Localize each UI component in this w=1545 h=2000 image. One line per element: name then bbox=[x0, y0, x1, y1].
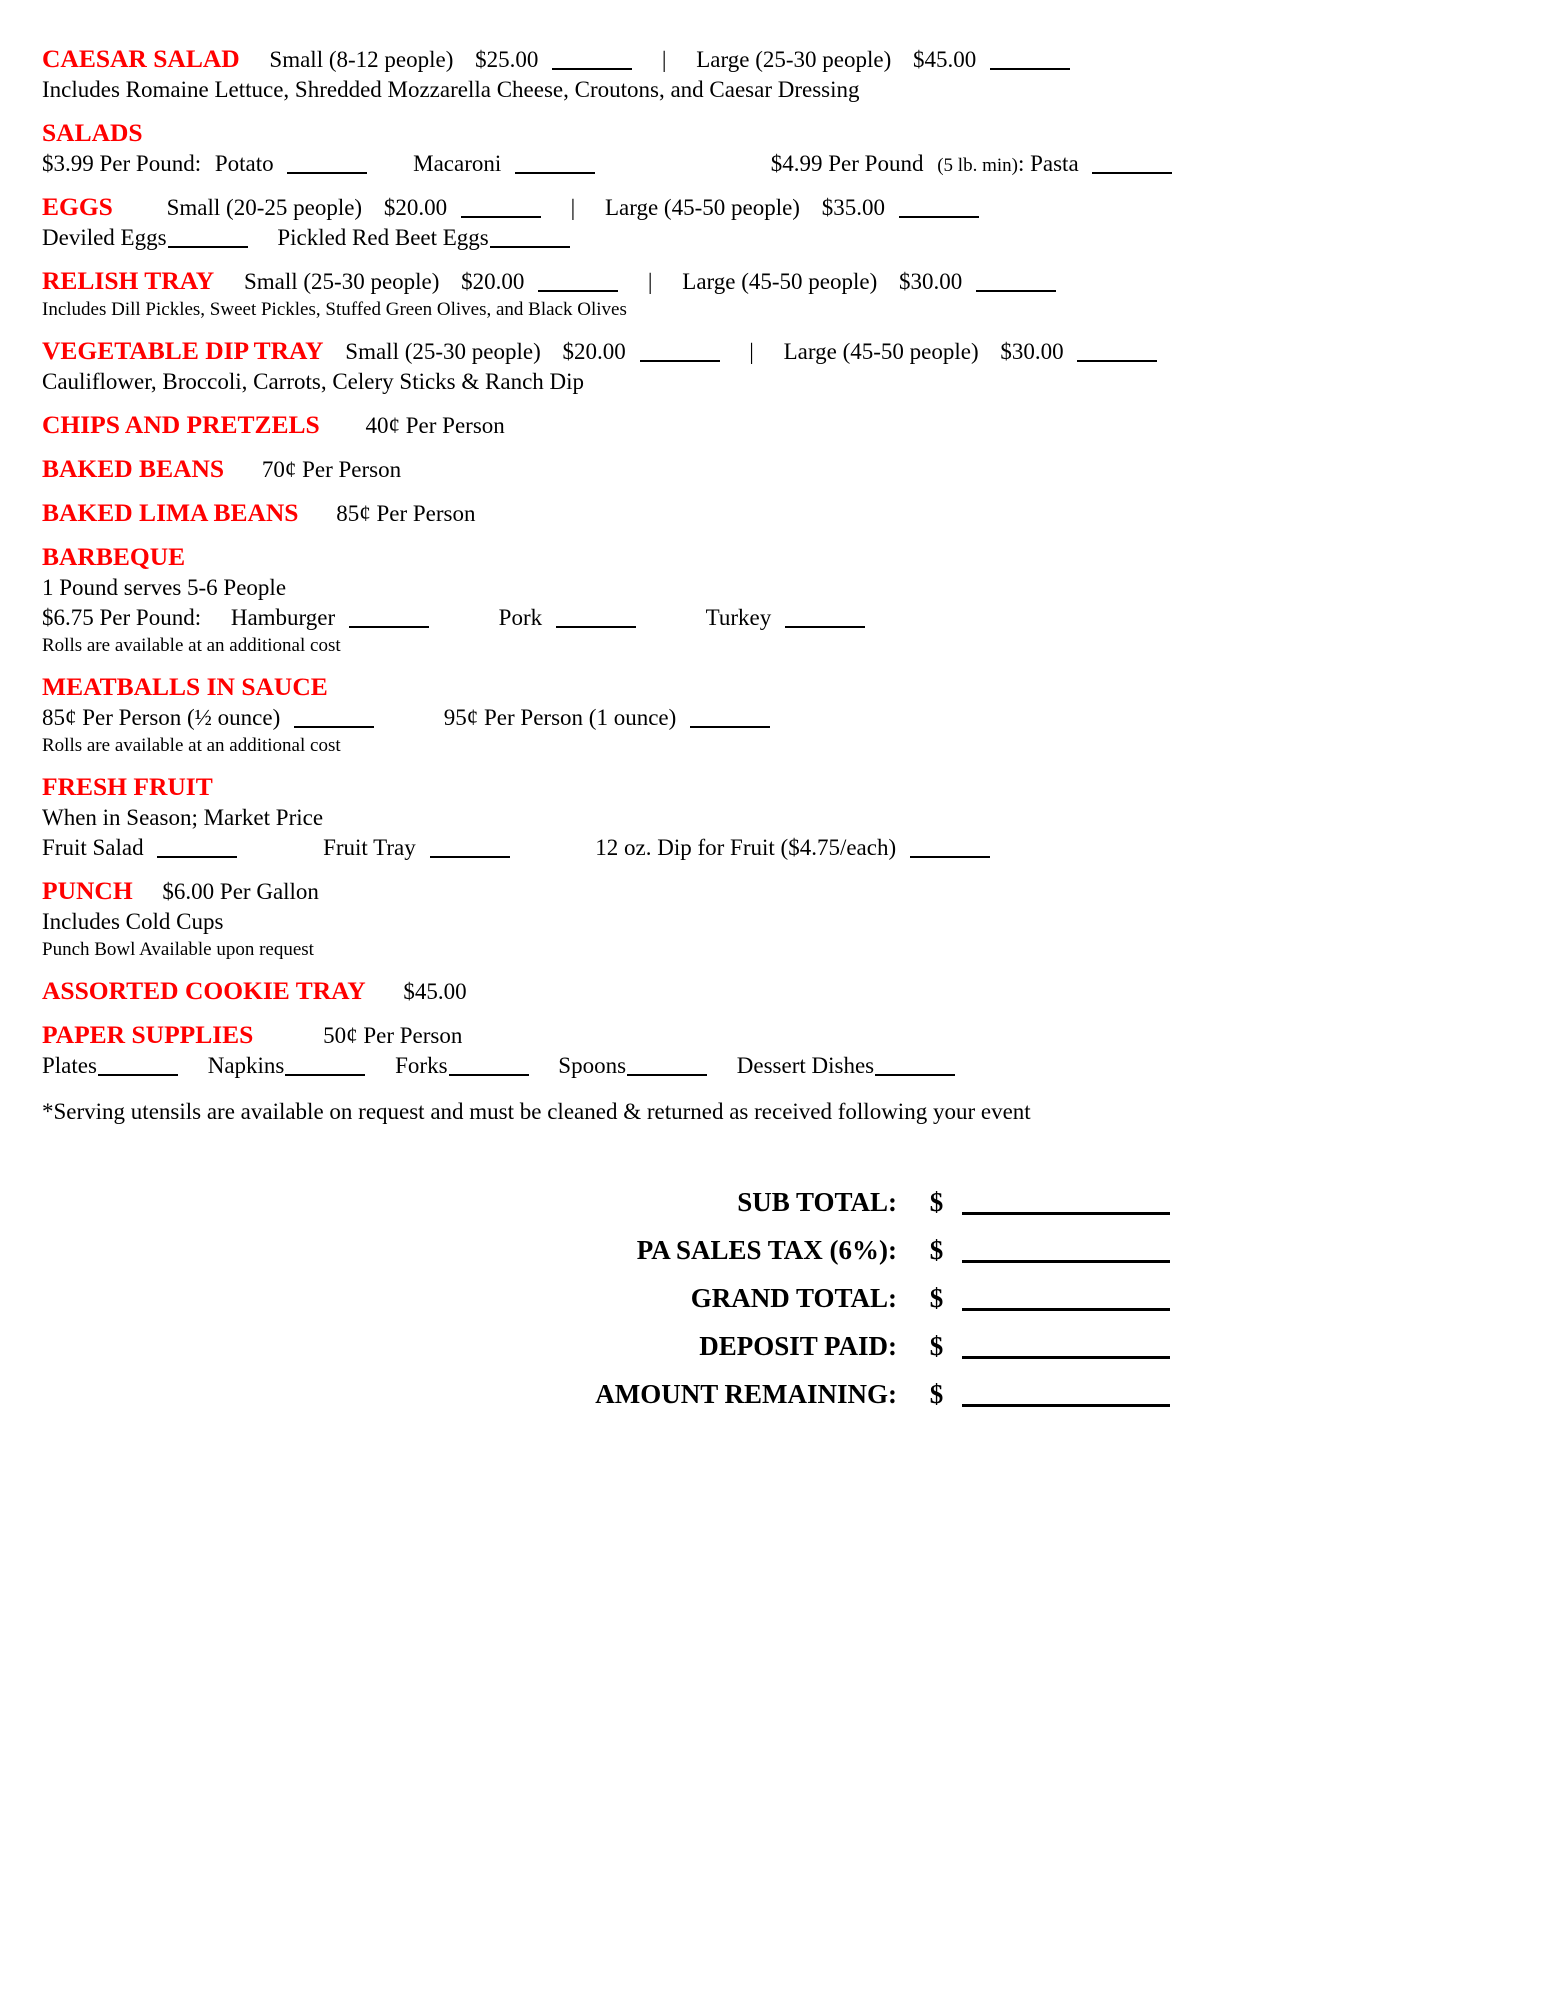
barbeque-title: BARBEQUE bbox=[42, 542, 186, 571]
spoons-label: Spoons bbox=[558, 1053, 627, 1078]
meatballs-title: MEATBALLS IN SAUCE bbox=[42, 672, 328, 701]
salads-section bbox=[42, 118, 1505, 179]
barbeque-section bbox=[42, 542, 1505, 659]
plates-qty-blank[interactable] bbox=[98, 1074, 178, 1076]
eggs-large-price: $35.00 bbox=[821, 195, 885, 220]
eggs-small-price: $20.00 bbox=[383, 195, 448, 220]
fruit-salad-label: Fruit Salad bbox=[42, 835, 144, 860]
sales-tax-currency-symbol: $ bbox=[929, 1235, 944, 1265]
chips-line bbox=[42, 410, 1505, 441]
vegdip-large-label: Large (45-50 people) bbox=[783, 339, 979, 364]
napkins-qty-blank[interactable] bbox=[285, 1074, 365, 1076]
caesar-large-label: Large (25-30 people) bbox=[696, 47, 892, 72]
relish-large-label: Large (45-50 people) bbox=[682, 269, 878, 294]
totals-block bbox=[42, 1185, 1170, 1411]
amount-remaining-amount-blank[interactable] bbox=[962, 1404, 1170, 1407]
caesar-description: Includes Romaine Lettuce, Shredded Mozzarella Cheese, Croutons, and Caesar Dressing bbox=[42, 77, 860, 102]
relish-tray-title: RELISH TRAY bbox=[42, 266, 215, 295]
sales-tax-amount-blank[interactable] bbox=[962, 1260, 1170, 1263]
relish-description: Includes Dill Pickles, Sweet Pickles, Stuffed Green Olives, and Black Olives bbox=[42, 299, 627, 320]
vegdip-small-price: $20.00 bbox=[562, 339, 626, 364]
vegdip-large-price: $30.00 bbox=[1000, 339, 1064, 364]
spoons-qty-blank[interactable] bbox=[627, 1074, 707, 1076]
hamburger-qty-blank[interactable] bbox=[349, 626, 429, 628]
relish-tray-line bbox=[42, 266, 1505, 297]
punch-title: PUNCH bbox=[42, 876, 133, 905]
dessert-dishes-label: Dessert Dishes bbox=[736, 1053, 875, 1078]
subtotal-amount-blank[interactable] bbox=[962, 1212, 1170, 1215]
chips-and-pretzels-section bbox=[42, 410, 1505, 441]
deposit-paid-currency-symbol: $ bbox=[929, 1331, 944, 1361]
barbeque-title-line bbox=[42, 542, 1505, 573]
forks-label: Forks bbox=[395, 1053, 448, 1078]
fruit-dip-qty-blank[interactable] bbox=[910, 856, 990, 858]
pork-label: Pork bbox=[498, 605, 543, 630]
meatballs-title-line bbox=[42, 672, 1505, 703]
meatballs-section bbox=[42, 672, 1505, 759]
plates-label: Plates bbox=[42, 1053, 97, 1078]
baked-lima-beans-section bbox=[42, 498, 1505, 529]
salads-price2: $4.99 Per Pound bbox=[770, 151, 924, 176]
pickled-eggs-qty-blank[interactable] bbox=[490, 246, 570, 248]
sales-tax-row bbox=[42, 1233, 1170, 1267]
salads-items-line bbox=[42, 149, 1505, 179]
caesar-salad-section bbox=[42, 44, 1505, 105]
divider: | bbox=[749, 339, 754, 364]
fruit-tray-label: Fruit Tray bbox=[323, 835, 416, 860]
baked-lima-beans-line bbox=[42, 498, 1505, 529]
fresh-fruit-season-note: When in Season; Market Price bbox=[42, 805, 324, 830]
vegetable-dip-description: Cauliflower, Broccoli, Carrots, Celery Sticks & Ranch Dip bbox=[42, 369, 585, 394]
vegdip-small-qty-blank[interactable] bbox=[640, 360, 720, 362]
grand-total-amount-blank[interactable] bbox=[962, 1308, 1170, 1311]
vegetable-dip-title: VEGETABLE DIP TRAY bbox=[42, 336, 324, 365]
deviled-eggs-qty-blank[interactable] bbox=[168, 246, 248, 248]
baked-beans-price: 70¢ Per Person bbox=[261, 457, 402, 482]
divider: | bbox=[647, 269, 653, 294]
fruit-tray-qty-blank[interactable] bbox=[430, 856, 510, 858]
turkey-qty-blank[interactable] bbox=[785, 626, 865, 628]
divider: | bbox=[661, 47, 667, 72]
caesar-small-label: Small (8-12 people) bbox=[269, 47, 454, 72]
forks-qty-blank[interactable] bbox=[449, 1074, 529, 1076]
grand-total-label: GRAND TOTAL: bbox=[690, 1283, 897, 1313]
punch-bowl-note: Punch Bowl Available upon request bbox=[42, 939, 314, 960]
relish-tray-section bbox=[42, 266, 1505, 323]
vegdip-large-qty-blank[interactable] bbox=[1077, 360, 1157, 362]
punch-price: $6.00 Per Gallon bbox=[162, 879, 319, 904]
pork-qty-blank[interactable] bbox=[556, 626, 636, 628]
cookie-tray-price: $45.00 bbox=[403, 979, 467, 1004]
caesar-large-qty-blank[interactable] bbox=[990, 68, 1070, 70]
pasta-label: : Pasta bbox=[1017, 151, 1079, 176]
deviled-eggs-label: Deviled Eggs bbox=[42, 225, 167, 250]
fresh-fruit-section bbox=[42, 772, 1505, 863]
relish-large-price: $30.00 bbox=[899, 269, 963, 294]
cookie-tray-title: ASSORTED COOKIE TRAY bbox=[42, 976, 366, 1005]
eggs-small-label: Small (20-25 people) bbox=[166, 195, 363, 220]
potato-label: Potato bbox=[214, 151, 274, 176]
eggs-large-qty-blank[interactable] bbox=[899, 216, 979, 218]
relish-small-label: Small (25-30 people) bbox=[243, 269, 440, 294]
punch-line bbox=[42, 876, 1505, 907]
baked-lima-beans-price: 85¢ Per Person bbox=[336, 501, 476, 526]
barbeque-rolls-note: Rolls are available at an additional cost bbox=[42, 635, 341, 656]
fresh-fruit-title-line bbox=[42, 772, 1505, 803]
fresh-fruit-title: FRESH FRUIT bbox=[42, 772, 213, 801]
fruit-salad-qty-blank[interactable] bbox=[157, 856, 237, 858]
eggs-small-qty-blank[interactable] bbox=[461, 216, 541, 218]
relish-small-qty-blank[interactable] bbox=[538, 290, 618, 292]
turkey-label: Turkey bbox=[705, 605, 772, 630]
caesar-small-qty-blank[interactable] bbox=[552, 68, 632, 70]
vegetable-dip-tray-section bbox=[42, 336, 1505, 397]
grand-total-currency-symbol: $ bbox=[929, 1283, 944, 1313]
caesar-small-price: $25.00 bbox=[475, 47, 539, 72]
chips-price: 40¢ Per Person bbox=[365, 413, 505, 438]
caesar-salad-title: CAESAR SALAD bbox=[42, 44, 240, 73]
pasta-qty-blank[interactable] bbox=[1092, 172, 1172, 174]
deposit-paid-row bbox=[42, 1329, 1170, 1363]
subtotal-label: SUB TOTAL: bbox=[737, 1187, 897, 1217]
paper-supplies-section bbox=[42, 1020, 1505, 1081]
salads-price1: $3.99 Per Pound: bbox=[42, 151, 202, 176]
amount-remaining-currency-symbol: $ bbox=[929, 1379, 944, 1409]
punch-section bbox=[42, 876, 1505, 963]
fresh-fruit-items-line bbox=[42, 833, 1505, 863]
caesar-large-price: $45.00 bbox=[913, 47, 977, 72]
vegetable-dip-line bbox=[42, 336, 1505, 367]
amount-remaining-label: AMOUNT REMAINING: bbox=[595, 1379, 897, 1409]
deposit-paid-label: DEPOSIT PAID: bbox=[699, 1331, 897, 1361]
macaroni-qty-blank[interactable] bbox=[515, 172, 595, 174]
hamburger-label: Hamburger bbox=[230, 605, 336, 630]
baked-beans-title: BAKED BEANS bbox=[42, 454, 225, 483]
paper-supplies-items-line bbox=[42, 1051, 1505, 1081]
caesar-salad-line bbox=[42, 44, 1505, 75]
eggs-line bbox=[42, 192, 1505, 223]
meatballs-half-ounce-label: 85¢ Per Person (½ ounce) bbox=[42, 705, 281, 730]
baked-beans-section bbox=[42, 454, 1505, 485]
barbeque-price: $6.75 Per Pound: bbox=[42, 605, 202, 630]
meatballs-one-ounce-label: 95¢ Per Person (1 ounce) bbox=[443, 705, 677, 730]
subtotal-currency-symbol: $ bbox=[929, 1187, 944, 1217]
relish-small-price: $20.00 bbox=[461, 269, 525, 294]
cookie-tray-line bbox=[42, 976, 1505, 1007]
dessert-dishes-qty-blank[interactable] bbox=[875, 1074, 955, 1076]
punch-cups-note: Includes Cold Cups bbox=[42, 909, 224, 934]
potato-qty-blank[interactable] bbox=[287, 172, 367, 174]
sales-tax-label: PA SALES TAX (6%): bbox=[636, 1235, 897, 1265]
meatballs-half-ounce-qty-blank[interactable] bbox=[294, 726, 374, 728]
serving-utensils-footnote: *Serving utensils are available on request and must be cleaned & returned as received following your event bbox=[42, 1099, 1031, 1124]
relish-large-qty-blank[interactable] bbox=[976, 290, 1056, 292]
paper-supplies-title: PAPER SUPPLIES bbox=[42, 1020, 254, 1049]
divider: | bbox=[570, 195, 576, 220]
napkins-label: Napkins bbox=[207, 1053, 285, 1078]
eggs-large-label: Large (45-50 people) bbox=[604, 195, 800, 220]
amount-remaining-row bbox=[42, 1377, 1170, 1411]
eggs-title: EGGS bbox=[42, 192, 113, 221]
salads-price2-min: (5 lb. min) bbox=[937, 155, 1018, 176]
baked-lima-beans-title: BAKED LIMA BEANS bbox=[42, 498, 299, 527]
meatballs-rolls-note: Rolls are available at an additional cost bbox=[42, 735, 341, 756]
deposit-paid-amount-blank[interactable] bbox=[962, 1356, 1170, 1359]
chips-title: CHIPS AND PRETZELS bbox=[42, 410, 320, 439]
macaroni-label: Macaroni bbox=[413, 151, 502, 176]
barbeque-serving-note: 1 Pound serves 5-6 People bbox=[42, 575, 287, 600]
meatballs-options-line bbox=[42, 703, 1505, 733]
fruit-dip-label: 12 oz. Dip for Fruit ($4.75/each) bbox=[595, 835, 897, 860]
eggs-section bbox=[42, 192, 1505, 253]
baked-beans-line bbox=[42, 454, 1505, 485]
salads-title: SALADS bbox=[42, 118, 143, 147]
cookie-tray-section bbox=[42, 976, 1505, 1007]
barbeque-items-line bbox=[42, 603, 1505, 633]
paper-supplies-line bbox=[42, 1020, 1505, 1051]
vegdip-small-label: Small (25-30 people) bbox=[345, 339, 541, 364]
pickled-eggs-label: Pickled Red Beet Eggs bbox=[277, 225, 489, 250]
grand-total-row bbox=[42, 1281, 1170, 1315]
paper-supplies-price: 50¢ Per Person bbox=[323, 1023, 463, 1048]
subtotal-row bbox=[42, 1185, 1170, 1219]
meatballs-one-ounce-qty-blank[interactable] bbox=[690, 726, 770, 728]
eggs-items-line bbox=[42, 223, 1505, 253]
salads-title-line bbox=[42, 118, 1505, 149]
